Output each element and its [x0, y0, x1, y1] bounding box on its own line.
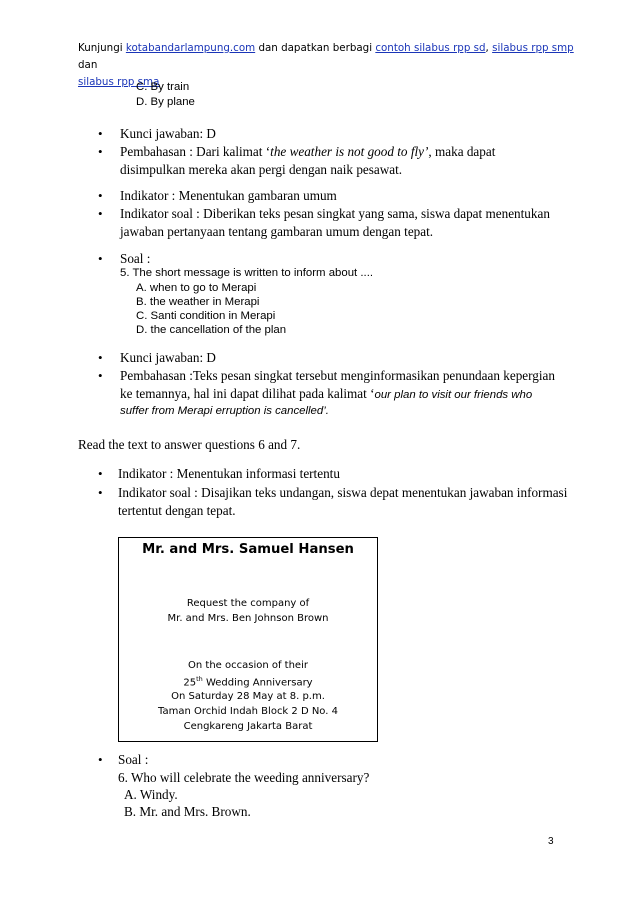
pembahasan-1-line1	[120, 143, 495, 161]
option-5b: B. the weather in Merapi	[136, 296, 260, 308]
question-6: 6. Who will celebrate the weeding anniversary?	[118, 770, 370, 785]
option-6b: B. Mr. and Mrs. Brown.	[124, 804, 251, 819]
invitation-line6: Taman Orchid Indah Block 2 D No. 4	[158, 706, 338, 717]
indikator-soal-1-line1: Indikator soal : Diberikan teks pesan singkat yang sama, siswa dapat menentukan	[120, 206, 550, 221]
kunci-jawaban-1: Kunci jawaban: D	[120, 126, 216, 141]
link-silabus-sma[interactable]: silabus rpp sma	[78, 76, 160, 88]
bullet: •	[98, 368, 103, 383]
bullet: •	[98, 144, 103, 159]
pembahasan-1-tail: , maka dapat	[428, 144, 496, 159]
pembahasan-1-line2: disimpulkan mereka akan pergi dengan naik pesawat.	[120, 162, 403, 177]
invitation-line7: Cengkareng Jakarta Barat	[183, 721, 313, 732]
invitation-title: Mr. and Mrs. Samuel Hansen	[142, 542, 354, 557]
pembahasan-1-quote: the weather is not good to fly’	[270, 144, 429, 159]
invitation-card	[118, 537, 378, 742]
option-6a: A. Windy.	[124, 787, 178, 802]
indikator-soal-1-line2: jawaban pertanyaan tentang gambaran umum dengan tepat.	[120, 224, 434, 239]
bullet: •	[98, 188, 103, 203]
link-kotabandarlampung[interactable]: kotabandarlampung.com	[125, 42, 256, 54]
pembahasan-2-line3: suffer from Merapi erruption is cancelled’.	[120, 405, 329, 417]
indikator-2: Indikator : Menentukan informasi tertentu	[118, 466, 340, 481]
option-5d: D. the cancellation of the plan	[136, 324, 287, 336]
header-middle: dan dapatkan berbagi	[255, 42, 376, 54]
indikator-soal-2-line1: Indikator soal : Disajikan teks undangan, siswa depat menentukan jawaban informasi	[118, 485, 568, 500]
header-comma: ,	[485, 42, 489, 54]
invitation-line2: Mr. and Mrs. Ben Johnson Brown	[167, 613, 329, 624]
bullet: •	[98, 206, 103, 221]
invitation-line1: Request the company of	[186, 598, 310, 609]
pembahasan-2-quote: our plan to visit our friends who	[374, 389, 533, 401]
pembahasan-2-line2	[120, 385, 532, 403]
anniversary-suffix: th	[196, 675, 203, 683]
option-d-top: D. By plane	[136, 96, 195, 108]
pembahasan-2-line1: Pembahasan :Teks pesan singkat tersebut menginformasikan penundaan kepergian	[120, 368, 555, 383]
pembahasan-2-lead: ke temannya, hal ini dapat dilihat pada kalimat ‘	[120, 386, 375, 401]
invitation-line3: On the occasion of their	[188, 660, 308, 671]
link-silabus-sd[interactable]: contoh silabus rpp sd	[375, 42, 486, 54]
anniversary-text: Wedding Anniversary	[202, 677, 313, 689]
bullet: •	[98, 466, 103, 481]
invitation-line5: On Saturday 28 May at 8. p.m.	[171, 691, 325, 702]
soal-1-label: Soal :	[120, 251, 151, 266]
option-5a: A. when to go to Merapi	[136, 282, 257, 294]
header-prefix: Kunjungi	[78, 42, 126, 54]
indikator-1: Indikator : Menentukan gambaran umum	[120, 188, 337, 203]
bullet: •	[98, 350, 103, 365]
question-5: 5. The short message is written to inform about ....	[120, 267, 374, 279]
invitation-anniversary	[119, 675, 377, 688]
option-c-top: C. By train	[136, 81, 190, 93]
pembahasan-1-lead: Pembahasan : Dari kalimat ‘	[120, 144, 271, 159]
bullet: •	[98, 752, 103, 767]
bullet: •	[98, 485, 103, 500]
bullet: •	[98, 251, 103, 266]
anniversary-number: 25	[183, 677, 197, 689]
page-number: 3	[548, 836, 554, 847]
kunci-jawaban-2: Kunci jawaban: D	[120, 350, 216, 365]
read-text-instruction: Read the text to answer questions 6 and 7.	[78, 437, 301, 452]
indikator-soal-2-line2: tertentut dengan tepat.	[118, 503, 236, 518]
soal-2-label: Soal :	[118, 752, 149, 767]
option-5c: C. Santi condition in Merapi	[136, 310, 276, 322]
header-suffix: dan	[78, 59, 98, 71]
bullet: •	[98, 126, 103, 141]
link-silabus-smp[interactable]: silabus rpp smp	[492, 42, 574, 54]
